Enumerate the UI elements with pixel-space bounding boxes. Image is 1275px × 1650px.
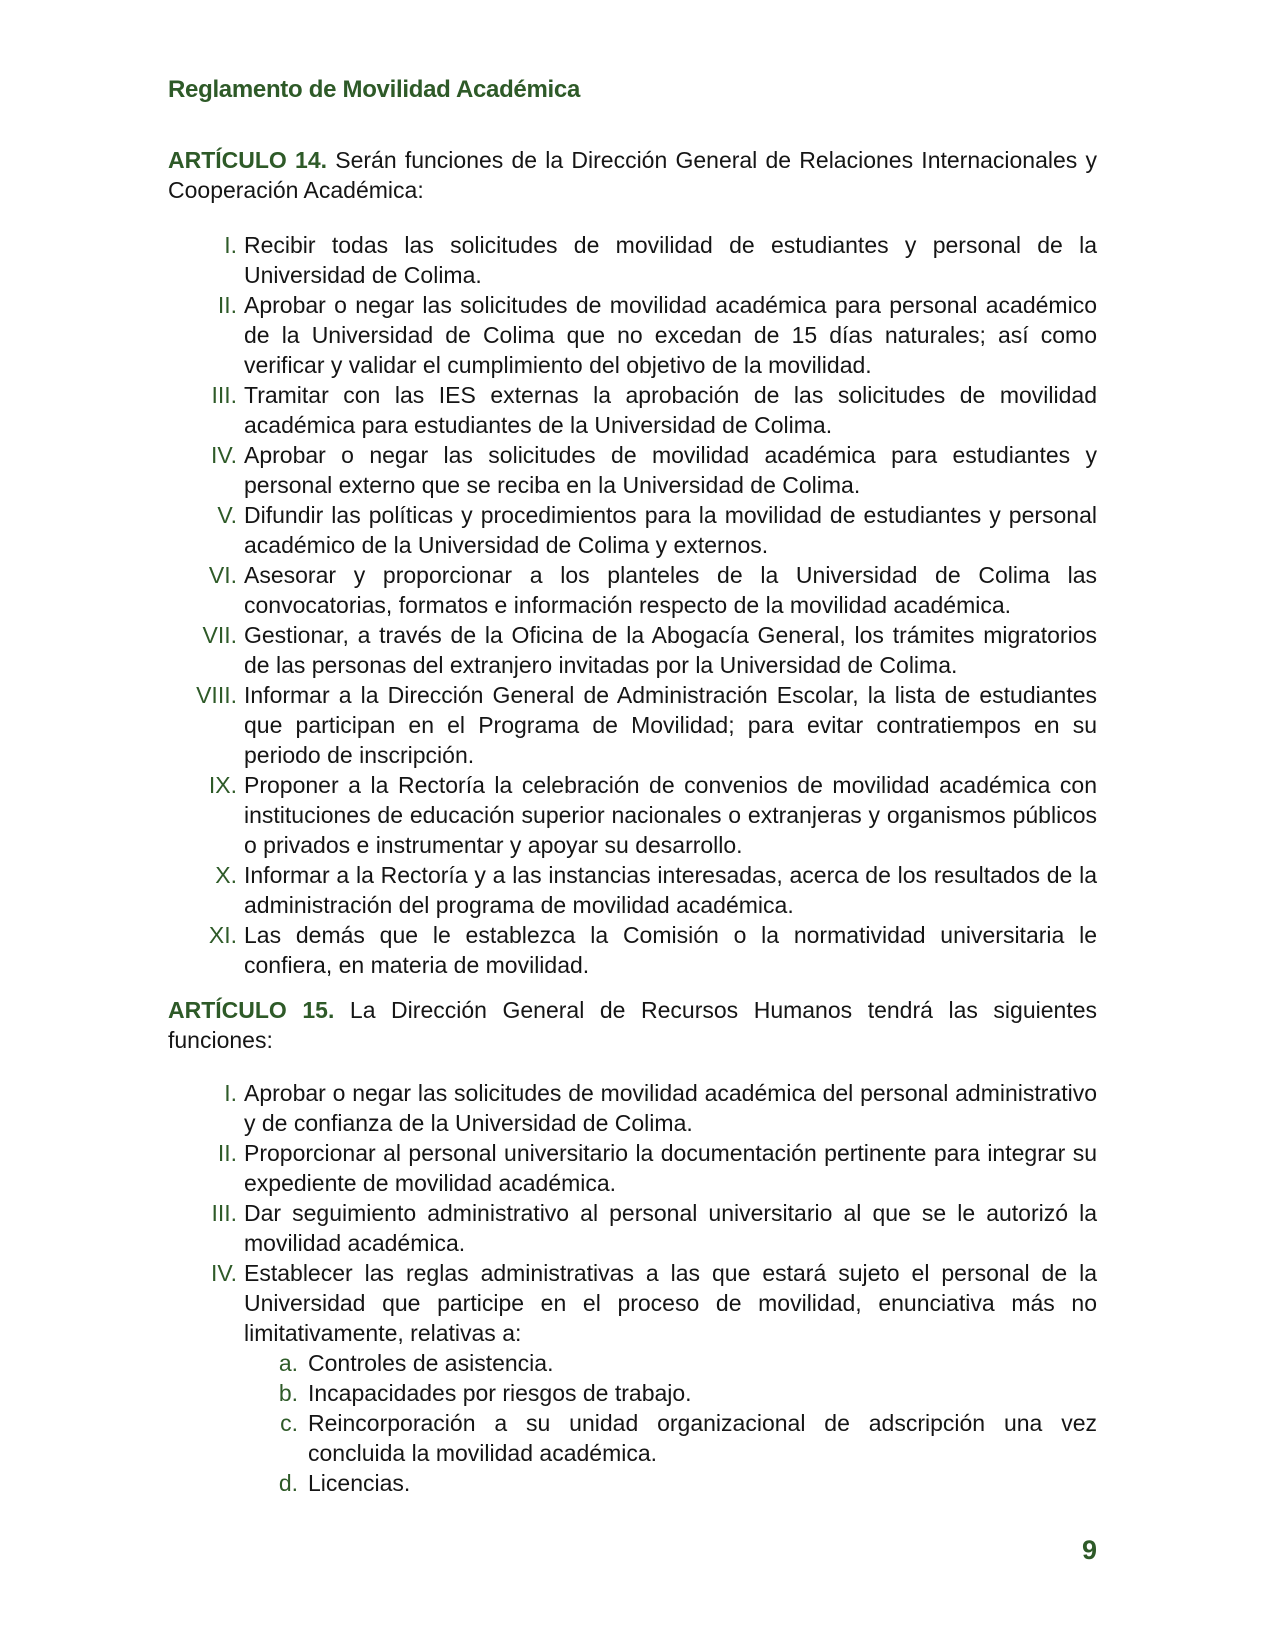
list-text: Informar a la Dirección General de Administración Escolar, la lista de estudiantes que participan en el Programa de Movilidad; para evitar contratiempos en su periodo de inscripción. [244, 682, 1097, 768]
list-text: Asesorar y proporcionar a los planteles de la Universidad de Colima las convocatorias, formatos e información respecto de la movilidad académica. [244, 562, 1097, 618]
list-item [168, 680, 1097, 770]
list-text: Dar seguimiento administrativo al personal universitario al que se le autorizó la movilidad académica. [244, 1200, 1097, 1256]
list-marker: VI. [208, 562, 237, 588]
sub-list-marker: c. [280, 1410, 298, 1436]
document-title: Reglamento de Movilidad Académica [168, 76, 580, 103]
article-15-label: ARTÍCULO 15. [168, 997, 335, 1023]
list-marker: III. [211, 1200, 237, 1226]
list-marker: VIII. [196, 682, 237, 708]
list-item [168, 620, 1097, 680]
article-14-label: ARTÍCULO 14. [168, 147, 328, 173]
list-item [168, 380, 1097, 440]
list-marker: IV. [210, 1260, 237, 1286]
sub-list-item [244, 1348, 1097, 1378]
sub-list-item [244, 1468, 1097, 1498]
article-15-list [168, 1078, 1097, 1498]
list-item [168, 290, 1097, 380]
list-item [168, 1138, 1097, 1198]
list-marker: XI. [208, 922, 237, 948]
list-text: Aprobar o negar las solicitudes de movilidad académica para estudiantes y personal externo que se reciba en la Universidad de Colima. [244, 442, 1097, 498]
list-marker: I. [224, 1080, 237, 1106]
list-marker: VII. [202, 622, 237, 648]
article-14-intro-text: Serán funciones de la Dirección General de Relaciones Internacionales y Cooperación Académica: [168, 147, 1098, 203]
page-number: 9 [1081, 1535, 1097, 1565]
sub-list-text: Incapacidades por riesgos de trabajo. [308, 1380, 692, 1406]
list-text: Aprobar o negar las solicitudes de movilidad académica del personal administrativo y de confianza de la Universidad de Colima. [244, 1080, 1097, 1136]
list-text: Proporcionar al personal universitario la documentación pertinente para integrar su expediente de movilidad académica. [244, 1140, 1097, 1196]
list-text: Gestionar, a través de la Oficina de la Abogacía General, los trámites migratorios de las personas del extranjero invitadas por la Universidad de Colima. [244, 622, 1097, 678]
list-marker: X. [215, 862, 237, 888]
list-text: Tramitar con las IES externas la aprobación de las solicitudes de movilidad académica para estudiantes de la Universidad de Colima. [244, 382, 1097, 438]
list-item [168, 770, 1097, 860]
list-text: Proponer a la Rectoría la celebración de convenios de movilidad académica con instituciones de educación superior nacionales o extranjeras y organismos públicos o privados e instrumentar y apoyar su desarrollo. [244, 772, 1097, 858]
sub-list-marker: d. [278, 1470, 298, 1496]
list-marker: IV. [210, 442, 237, 468]
list-item [168, 1198, 1097, 1258]
list-marker: II. [217, 1140, 237, 1166]
list-text: Aprobar o negar las solicitudes de movilidad académica para personal académico de la Universidad de Colima que no excedan de 15 días naturales; así como verificar y validar el cumplimiento del objetivo de la movilidad. [244, 292, 1097, 378]
list-text: Establecer las reglas administrativas a las que estará sujeto el personal de la Universidad que participe en el proceso de movilidad, enunciativa más no limitativamente, relativas a: [244, 1260, 1097, 1346]
list-marker: II. [217, 292, 237, 318]
list-item [168, 1258, 1097, 1498]
sub-list-text: Licencias. [308, 1470, 411, 1496]
list-item [168, 860, 1097, 920]
list-marker: IX. [208, 772, 237, 798]
list-item [168, 500, 1097, 560]
list-marker: III. [211, 382, 237, 408]
page-content [168, 75, 1097, 1498]
list-marker: I. [224, 232, 237, 258]
list-item [168, 440, 1097, 500]
list-item [168, 920, 1097, 980]
list-item [168, 560, 1097, 620]
article-15-intro [168, 995, 1097, 1055]
sub-list-item [244, 1378, 1097, 1408]
sub-list-text: Controles de asistencia. [308, 1350, 554, 1376]
list-text: Difundir las políticas y procedimientos para la movilidad de estudiantes y personal académico de la Universidad de Colima y externos. [244, 502, 1097, 558]
list-item [168, 1078, 1097, 1138]
sub-list-item [244, 1408, 1097, 1468]
article-14-intro [168, 145, 1097, 205]
sub-list-marker: a. [278, 1350, 298, 1376]
list-text: Recibir todas las solicitudes de movilidad de estudiantes y personal de la Universidad de Colima. [244, 232, 1097, 288]
list-text: Las demás que le establezca la Comisión o la normatividad universitaria le confiera, en materia de movilidad. [244, 922, 1097, 978]
article-15-intro-text: La Dirección General de Recursos Humanos tendrá las siguientes funciones: [168, 997, 1097, 1053]
list-text: Informar a la Rectoría y a las instancias interesadas, acerca de los resultados de la administración del programa de movilidad académica. [244, 862, 1097, 918]
article-14-list [168, 230, 1097, 980]
list-item [168, 230, 1097, 290]
sub-list-text: Reincorporación a su unidad organizacional de adscripción una vez concluida la movilidad académica. [308, 1410, 1097, 1466]
list-marker: V. [217, 502, 237, 528]
sub-list-marker: b. [278, 1380, 298, 1406]
